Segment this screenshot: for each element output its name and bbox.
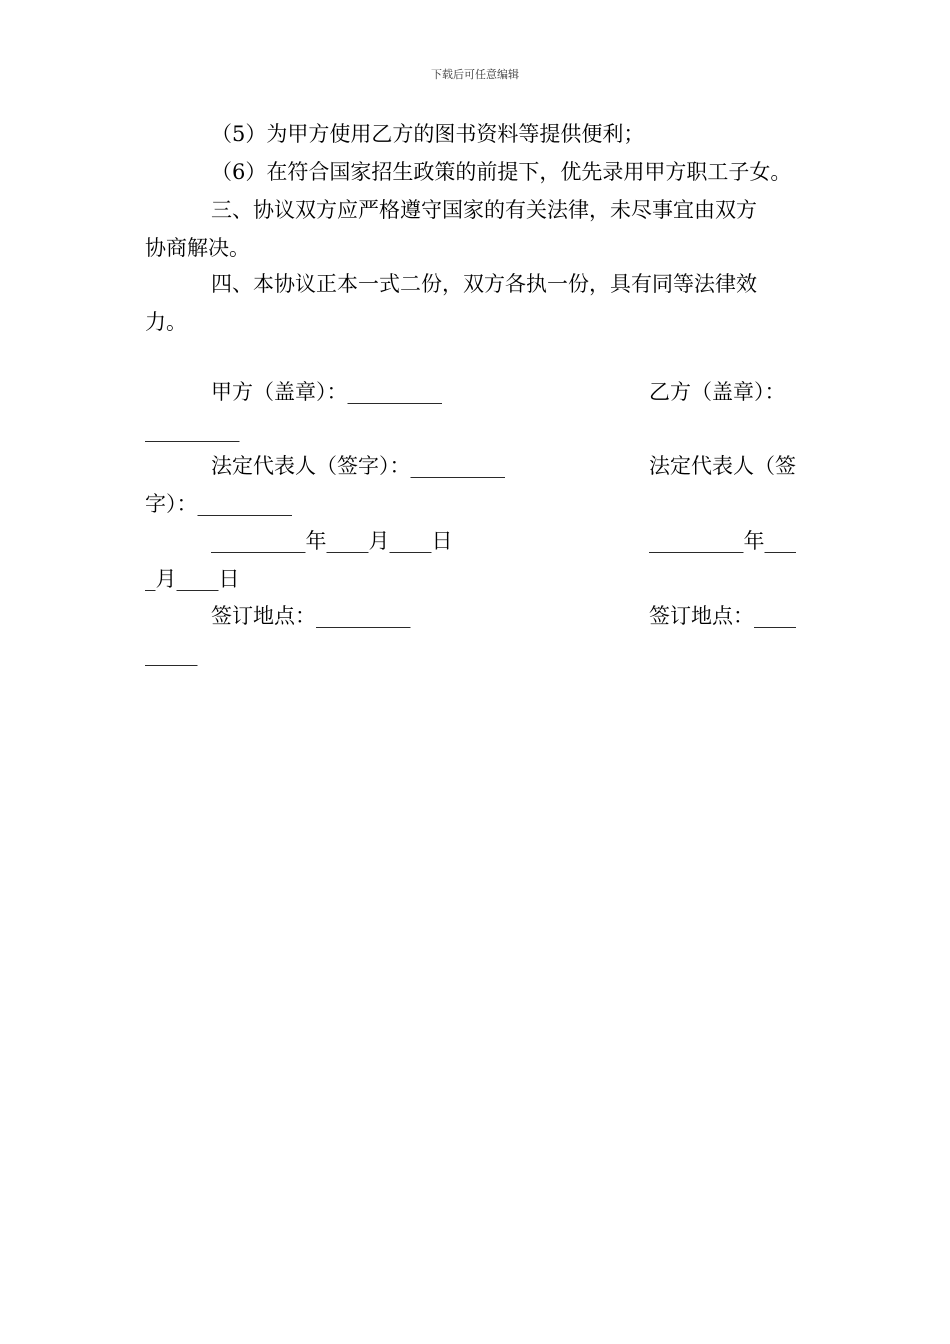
party-b-seal: 乙方（盖章）： [649,380,786,404]
item-6: （6）在符合国家招生政策的前提下，优先录用甲方职工子女。 [211,160,792,184]
clause-3-line-2: 协商解决。 [145,236,250,260]
clause-4-line-1: 四、本协议正本一式二份，双方各执一份，具有同等法律效 [211,272,757,296]
party-b-representative: 法定代表人（签 [649,454,796,478]
party-b-representative-continued: 字）：_________ [145,492,292,516]
clause-4-line-2: 力。 [145,310,187,334]
party-b-seal-continued: _________ [145,418,240,442]
item-5: （5）为甲方使用乙方的图书资料等提供便利； [211,122,645,146]
party-a-date: _________年____月____日 [211,529,453,553]
party-a-seal: 甲方（盖章）：_________ [211,380,442,404]
party-b-place-continued: _____ [145,642,198,666]
party-b-date-continued: _月____日 [145,567,240,591]
clause-3-line-1: 三、协议双方应严格遵守国家的有关法律，未尽事宜由双方 [211,198,757,222]
party-a-representative: 法定代表人（签字）：_________ [211,454,505,478]
page-header-note: 下载后可任意编辑 [431,68,519,81]
party-b-date: _________年___ [649,529,796,553]
party-a-place: 签订地点：_________ [211,604,411,628]
party-b-place: 签订地点：____ [649,604,796,628]
